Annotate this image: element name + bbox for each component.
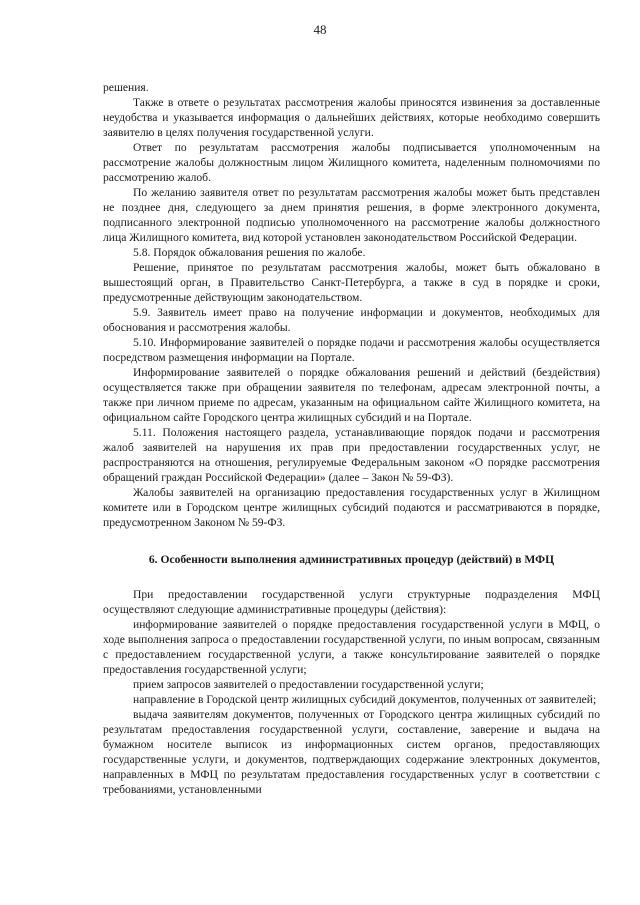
paragraph: 5.10. Информирование заявителей о порядке подачи и рассмотрения жалобы осуществляется посредством размещения информации на Портале. — [103, 336, 600, 364]
list-item: направление в Городской центр жилищных субсидий документов, полученных от заявителей; — [133, 693, 597, 706]
list-item: информирование заявителей о порядке предоставления государственной услуги в МФЦ, о ходе выполнения запроса о предоставлении государственной услуги, по иным вопросам, связанным с предоставлением государственной услуги, а также консультирование заявителей о порядке предоставления государственной услуги; — [103, 618, 600, 676]
paragraph: Жалобы заявителей на организацию предоставления государственных услуг в Жилищном комитете или в Городском центре жилищных субсидий подаются и рассматриваются в порядке, предусмотренном Законом № 59-ФЗ. — [103, 486, 600, 529]
page-number: 48 — [313, 22, 327, 37]
paragraph: 5.11. Положения настоящего раздела, устанавливающие порядок подачи и рассмотрения жалоб заявителей на нарушения их прав при предоставлении государственных услуг, не распространяются на отношения, регулируемые Федеральным законом «О порядке рассмотрения обращений граждан Российской Федерации» (далее – Закон № 59-ФЗ). — [103, 426, 600, 484]
paragraph: Ответ по результатам рассмотрения жалобы подписывается уполномоченным на рассмотрение жалобы должностным лицом Жилищного комитета, наделенным полномочиями по рассмотрению жалоб. — [103, 141, 600, 184]
paragraph: Информирование заявителей о порядке обжалования решений и действий (бездействия) осуществляется также при обращении заявителя по телефонам, адресам электронной почты, а также при личном приеме по адресам, указанным на официальном сайте Жилищного комитета, на официальном сайте Городского центра жилищных субсидий и на Портале. — [103, 366, 600, 424]
paragraph: Также в ответе о результатах рассмотрения жалобы приносятся извинения за доставленные неудобства и указывается информация о дальнейших действиях, которые необходимо совершить заявителю в целях получения государственной услуги. — [103, 96, 600, 139]
paragraph: решения. — [103, 81, 149, 94]
paragraph: Решение, принятое по результатам рассмотрения жалобы, может быть обжаловано в вышестоящий орган, в Правительство Санкт-Петербурга, а также в суд в порядке и сроки, предусмотренные действующим законодательством. — [103, 261, 600, 304]
document-body — [103, 80, 600, 797]
subsection-title: 5.8. Порядок обжалования решения по жалобе. — [133, 246, 366, 259]
list-item: прием запросов заявителей о предоставлении государственной услуги; — [133, 678, 484, 691]
list-item: выдача заявителям документов, полученных от Городского центра жилищных субсидий по результатам предоставления государственной услуги, составление, заверение и выдача на бумажном носителе выписок из информационных систем органов, предоставляющих государственные услуги, и документов, подтверждающих содержание электронных документов, направленных в МФЦ по результатам предоставления государственных услуг в соответствии с требованиями, установленными — [103, 708, 600, 796]
section-heading: 6. Особенности выполнения административных процедур (действий) в МФЦ — [148, 553, 555, 566]
paragraph: По желанию заявителя ответ по результатам рассмотрения жалобы может быть представлен не позднее дня, следующего за днем принятия решения, в форме электронного документа, подписанного электронной подписью уполномоченного на рассмотрение жалобы должностного лица Жилищного комитета, вид которой установлен законодательством Российской Федерации. — [103, 186, 600, 244]
paragraph: 5.9. Заявитель имеет право на получение информации и документов, необходимых для обоснования и рассмотрения жалобы. — [103, 306, 600, 334]
paragraph: При предоставлении государственной услуги структурные подразделения МФЦ осуществляют следующие административные процедуры (действия): — [103, 588, 600, 616]
